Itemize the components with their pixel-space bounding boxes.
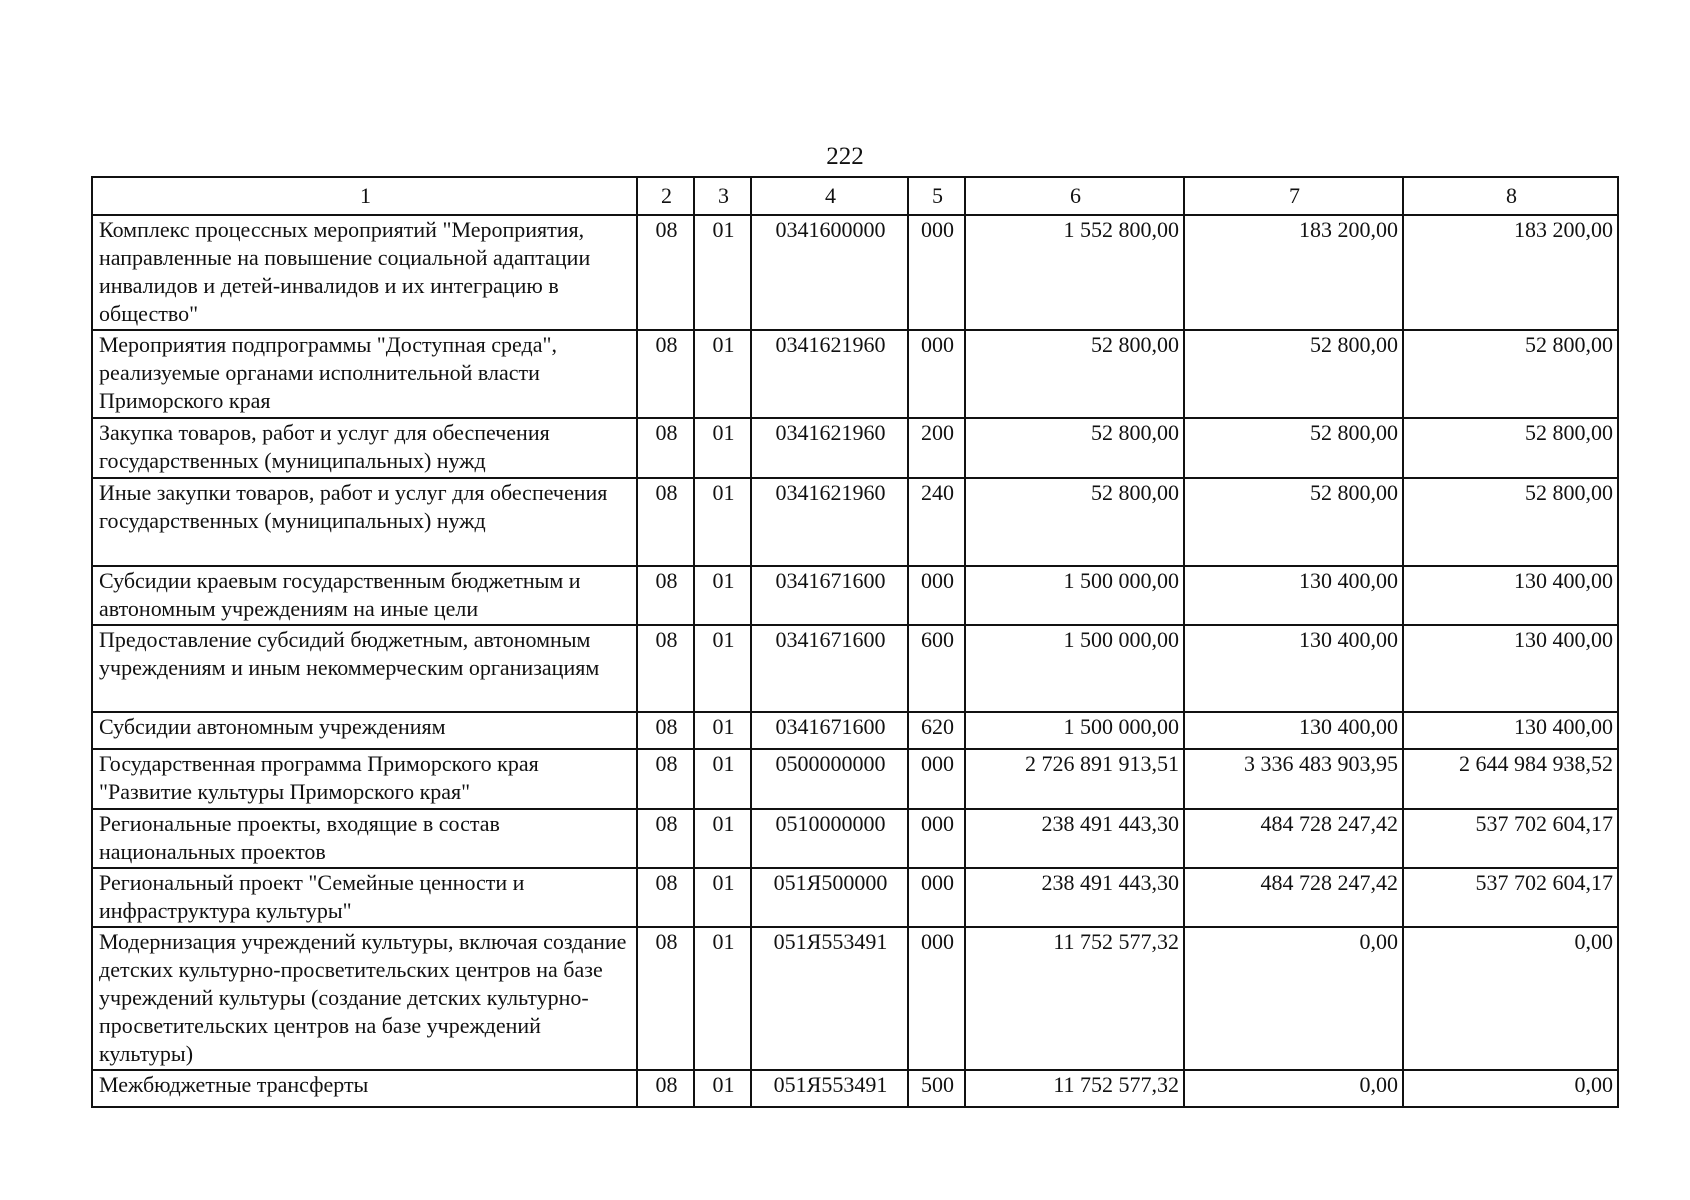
row-expense-type: 000 [908, 566, 965, 625]
table-row [92, 330, 1618, 418]
row-amount-col8: 130 400,00 [1403, 625, 1618, 712]
row-expense-type: 000 [908, 330, 965, 418]
column-number-row [92, 177, 1618, 215]
page-number: 222 [826, 143, 864, 170]
row-target-article: 0341600000 [751, 215, 908, 330]
row-target-article: 0341621960 [751, 478, 908, 566]
column-header: 8 [1403, 177, 1618, 215]
row-amount-col6: 238 491 443,30 [965, 868, 1184, 927]
row-expense-type: 000 [908, 868, 965, 927]
row-amount-col7: 3 336 483 903,95 [1184, 749, 1403, 809]
row-amount-col8: 52 800,00 [1403, 330, 1618, 418]
row-amount-col8: 537 702 604,17 [1403, 868, 1618, 927]
row-name: Предоставление субсидий бюджетным, автономным учреждениям и иным некоммерческим организациям [92, 625, 637, 712]
row-subsection-code: 01 [694, 330, 751, 418]
row-section-code: 08 [637, 566, 694, 625]
row-subsection-code: 01 [694, 625, 751, 712]
row-section-code: 08 [637, 868, 694, 927]
row-expense-type: 000 [908, 215, 965, 330]
row-amount-col8: 183 200,00 [1403, 215, 1618, 330]
column-header: 2 [637, 177, 694, 215]
row-section-code: 08 [637, 1070, 694, 1107]
row-amount-col7: 130 400,00 [1184, 625, 1403, 712]
row-amount-col7: 183 200,00 [1184, 215, 1403, 330]
row-name: Субсидии краевым государственным бюджетным и автономным учреждениям на иные цели [92, 566, 637, 625]
row-section-code: 08 [637, 749, 694, 809]
table-row [92, 478, 1618, 566]
row-expense-type: 000 [908, 927, 965, 1070]
row-target-article: 0341621960 [751, 330, 908, 418]
row-section-code: 08 [637, 809, 694, 868]
row-target-article: 0341671600 [751, 712, 908, 749]
row-amount-col8: 2 644 984 938,52 [1403, 749, 1618, 809]
row-target-article: 0510000000 [751, 809, 908, 868]
column-header: 3 [694, 177, 751, 215]
row-target-article: 0341621960 [751, 418, 908, 478]
table-row [92, 749, 1618, 809]
table-row [92, 868, 1618, 927]
row-target-article: 051Я553491 [751, 1070, 908, 1107]
row-expense-type: 240 [908, 478, 965, 566]
row-name: Государственная программа Приморского края "Развитие культуры Приморского края" [92, 749, 637, 809]
column-header: 4 [751, 177, 908, 215]
row-name: Закупка товаров, работ и услуг для обеспечения государственных (муниципальных) нужд [92, 418, 637, 478]
row-subsection-code: 01 [694, 749, 751, 809]
row-amount-col7: 484 728 247,42 [1184, 868, 1403, 927]
row-section-code: 08 [637, 418, 694, 478]
row-expense-type: 000 [908, 809, 965, 868]
row-subsection-code: 01 [694, 927, 751, 1070]
row-name: Субсидии автономным учреждениям [92, 712, 637, 749]
row-amount-col6: 11 752 577,32 [965, 927, 1184, 1070]
row-amount-col8: 0,00 [1403, 927, 1618, 1070]
table-row [92, 1070, 1618, 1107]
row-expense-type: 620 [908, 712, 965, 749]
row-amount-col6: 238 491 443,30 [965, 809, 1184, 868]
row-name: Модернизация учреждений культуры, включая создание детских культурно-просветительских центров на базе учреждений культуры (создание детских культурно-просветительских центров на базе учреждений культуры) [92, 927, 637, 1070]
row-expense-type: 000 [908, 749, 965, 809]
row-subsection-code: 01 [694, 809, 751, 868]
row-subsection-code: 01 [694, 215, 751, 330]
row-amount-col6: 1 500 000,00 [965, 625, 1184, 712]
column-header: 6 [965, 177, 1184, 215]
row-amount-col6: 1 500 000,00 [965, 566, 1184, 625]
row-amount-col8: 537 702 604,17 [1403, 809, 1618, 868]
row-amount-col8: 0,00 [1403, 1070, 1618, 1107]
row-amount-col8: 52 800,00 [1403, 418, 1618, 478]
row-target-article: 051Я500000 [751, 868, 908, 927]
row-section-code: 08 [637, 215, 694, 330]
row-amount-col7: 0,00 [1184, 927, 1403, 1070]
column-header: 7 [1184, 177, 1403, 215]
column-header: 1 [92, 177, 637, 215]
row-target-article: 0500000000 [751, 749, 908, 809]
row-target-article: 0341671600 [751, 625, 908, 712]
row-name: Межбюджетные трансферты [92, 1070, 637, 1107]
table-row [92, 625, 1618, 712]
row-name: Мероприятия подпрограммы "Доступная среда", реализуемые органами исполнительной власти Приморского края [92, 330, 637, 418]
row-amount-col6: 52 800,00 [965, 418, 1184, 478]
budget-table [91, 176, 1619, 1108]
table-row [92, 809, 1618, 868]
row-amount-col7: 130 400,00 [1184, 566, 1403, 625]
row-amount-col8: 130 400,00 [1403, 712, 1618, 749]
row-name: Региональный проект "Семейные ценности и инфраструктура культуры" [92, 868, 637, 927]
row-section-code: 08 [637, 927, 694, 1070]
column-header: 5 [908, 177, 965, 215]
table-row [92, 566, 1618, 625]
row-target-article: 0341671600 [751, 566, 908, 625]
row-amount-col7: 0,00 [1184, 1070, 1403, 1107]
row-section-code: 08 [637, 330, 694, 418]
row-subsection-code: 01 [694, 1070, 751, 1107]
table-row [92, 712, 1618, 749]
row-name: Иные закупки товаров, работ и услуг для обеспечения государственных (муниципальных) нужд [92, 478, 637, 566]
row-amount-col8: 130 400,00 [1403, 566, 1618, 625]
table-row [92, 927, 1618, 1070]
row-section-code: 08 [637, 712, 694, 749]
row-amount-col7: 52 800,00 [1184, 478, 1403, 566]
row-amount-col8: 52 800,00 [1403, 478, 1618, 566]
row-name: Комплекс процессных мероприятий "Мероприятия, направленные на повышение социальной адаптации инвалидов и детей-инвалидов и их интеграцию в общество" [92, 215, 637, 330]
row-amount-col7: 52 800,00 [1184, 418, 1403, 478]
table-row [92, 418, 1618, 478]
row-section-code: 08 [637, 478, 694, 566]
row-subsection-code: 01 [694, 712, 751, 749]
row-amount-col6: 1 500 000,00 [965, 712, 1184, 749]
row-amount-col6: 52 800,00 [965, 330, 1184, 418]
row-amount-col6: 11 752 577,32 [965, 1070, 1184, 1107]
row-subsection-code: 01 [694, 478, 751, 566]
row-amount-col6: 52 800,00 [965, 478, 1184, 566]
row-amount-col7: 52 800,00 [1184, 330, 1403, 418]
row-subsection-code: 01 [694, 868, 751, 927]
table-row [92, 215, 1618, 330]
row-target-article: 051Я553491 [751, 927, 908, 1070]
row-subsection-code: 01 [694, 418, 751, 478]
row-subsection-code: 01 [694, 566, 751, 625]
row-expense-type: 600 [908, 625, 965, 712]
row-name: Региональные проекты, входящие в состав национальных проектов [92, 809, 637, 868]
row-expense-type: 200 [908, 418, 965, 478]
row-amount-col6: 1 552 800,00 [965, 215, 1184, 330]
row-amount-col7: 484 728 247,42 [1184, 809, 1403, 868]
row-section-code: 08 [637, 625, 694, 712]
row-expense-type: 500 [908, 1070, 965, 1107]
row-amount-col7: 130 400,00 [1184, 712, 1403, 749]
row-amount-col6: 2 726 891 913,51 [965, 749, 1184, 809]
